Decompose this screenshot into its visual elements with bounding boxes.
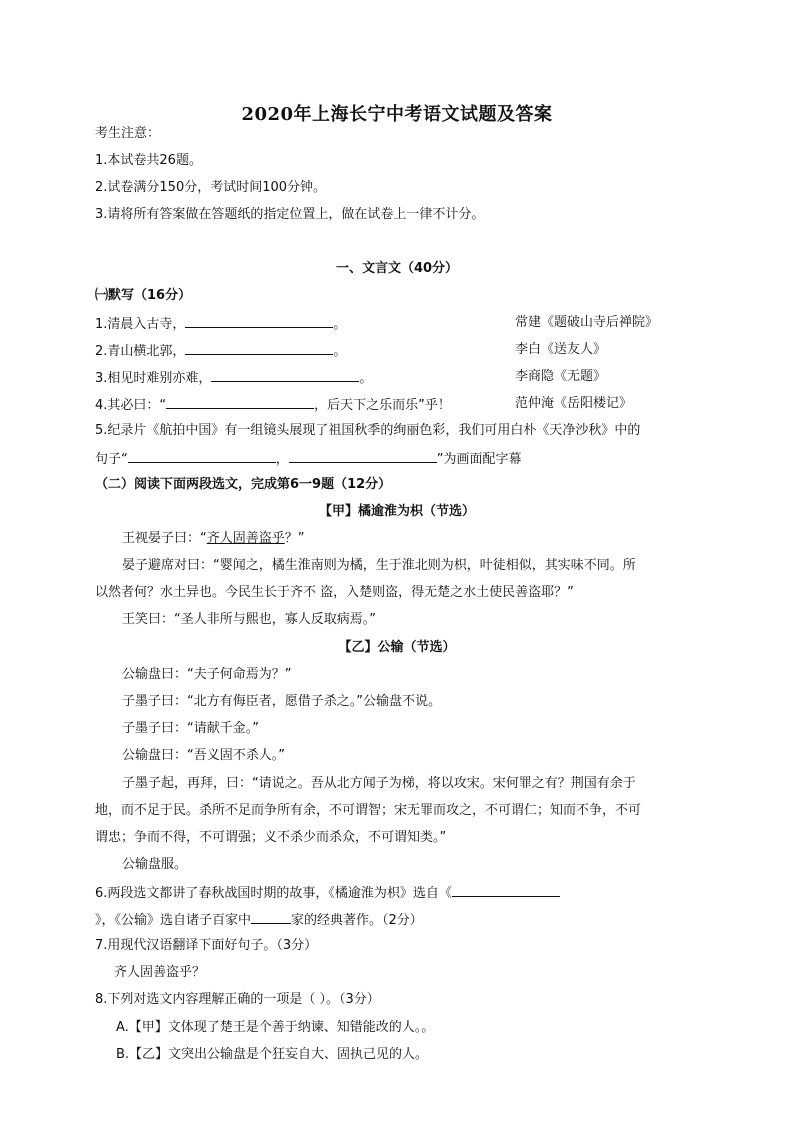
question-1-end: 。 [333,317,347,332]
question-4 [95,395,451,415]
section-heading: 一、文言文（40分） [335,261,459,276]
question-4-end: ，后天下之乐而乐”乎！ [314,398,451,413]
answer-blank [128,449,276,463]
notice-heading: 考生注意： [95,126,161,141]
passage-b-para: 公输盘服。 [122,857,188,872]
source-note: 常建《题破山寺后禅院》 [515,315,659,330]
passage-a-title: 【甲】橘逾淮为枳（节选） [318,504,475,519]
passage-b-title: 【乙】公输（节选） [338,640,456,655]
notice-item: 2.试卷满分150分，考试时间100分钟。 [95,180,327,195]
question-6 [95,883,560,903]
notice-item: 3.请将所有答案做在答题纸的指定位置上，做在试卷上一律不计分。 [95,207,485,222]
source-note: 范仲淹《岳阳楼记》 [515,396,633,411]
question-3-text: 3.相见时难别亦难， [95,371,212,386]
question-5-end: ”为画面配字幕 [436,452,522,467]
passage-a-para [122,530,305,548]
answer-blank [251,910,291,924]
question-5-cont [95,449,522,469]
source-note: 李商隐《无题》 [515,369,607,384]
part2-heading: （二）阅读下面两段选文，完成第6一9题（12分） [95,477,392,492]
answer-blank [211,368,359,382]
question-1-text: 1.清晨入古寺， [95,317,186,332]
part1-heading: ㈠默写（16分） [95,288,192,303]
question-4-text: 4.其必曰：“ [95,398,167,413]
question-5: 5.纪录片《航拍中国》有一组镜头展现了祖国秋季的绚丽色彩，我们可用白朴《天净沙秋》中的 [95,423,641,438]
page-title: 2020年上海长宁中考语文试题及答案 [241,104,553,125]
question-6-text: 》，《公输》选自诸子百家中 [95,913,252,928]
question-5-text: 句子“ [95,452,128,467]
option-a: A.【甲】文体现了楚王是个善于纳谏、知错能改的人。。 [116,1020,435,1035]
question-7-sentence: 齐人固善盗乎？ [114,965,206,980]
passage-b-para: 地，而不足于民。杀所不足而争所有余，不可谓智；宋无罪而攻之，不可谓仁；知而不争，不可 [95,803,642,818]
passage-a-para: 晏子避席对曰：“婴闻之，橘生淮南则为橘，生于淮北则为枳，叶徒相似，其实味不同。所 [122,558,636,573]
source-note: 李白《送友人》 [515,342,607,357]
answer-blank [185,314,333,328]
question-2 [95,341,346,361]
answer-blank [185,341,333,355]
passage-b-para: 子墨子起，再拜，曰：“请说之。吾从北方闻子为梯，将以攻宋。宋何罪之有？荆国有余于 [122,776,636,791]
question-8: 8.下列对选文内容理解正确的一项是（ ）。（3分） [95,992,380,1007]
question-3 [95,368,372,388]
passage-b-para: 谓忠；争而不得，不可谓强；义不杀少而杀众，不可谓知类。” [95,830,447,845]
passage-b-para: 子墨子曰：“请献千金。” [122,721,259,736]
notice-item: 1.本试卷共26题。 [95,153,202,168]
question-6-end: 家的经典著作。（2分） [291,913,423,928]
passage-text: ？” [284,531,305,546]
question-2-end: 。 [333,344,347,359]
question-1 [95,314,346,334]
passage-b-para: 子墨子曰：“北方有侮臣者，愿借子杀之。”公输盘不说。 [122,694,441,709]
question-2-text: 2.青山横北郭， [95,344,186,359]
option-b: B.【乙】文突出公输盘是个狂妄自大、固执己见的人。 [116,1047,429,1062]
passage-text: 王视晏子曰：“ [122,531,207,546]
question-5-sep: ， [275,452,289,467]
passage-b-para: 公输盘曰：“夫子何命焉为？” [122,667,292,682]
passage-b-para: 公输盘曰：“吾义固不杀人。” [122,748,285,763]
passage-a-para: 王笑曰：“圣人非所与熙也，寡人反取病焉。” [122,612,376,627]
question-6-text: 6.两段选文都讲了春秋战国时期的故事，《橘逾淮为枳》选自《 [95,886,452,901]
answer-blank [452,883,560,897]
answer-blank [289,449,437,463]
passage-a-para: 以然者何？水土异也。今民生长于齐不 盗，入楚则盗，得无楚之水土使民善盗耶？” [95,585,574,600]
question-3-end: 。 [359,371,373,386]
question-6-cont [95,910,423,930]
question-7: 7.用现代汉语翻译下面好句子。（3分） [95,938,318,953]
answer-blank [166,395,314,409]
underlined-sentence: 齐人固善盗乎 [206,531,285,546]
